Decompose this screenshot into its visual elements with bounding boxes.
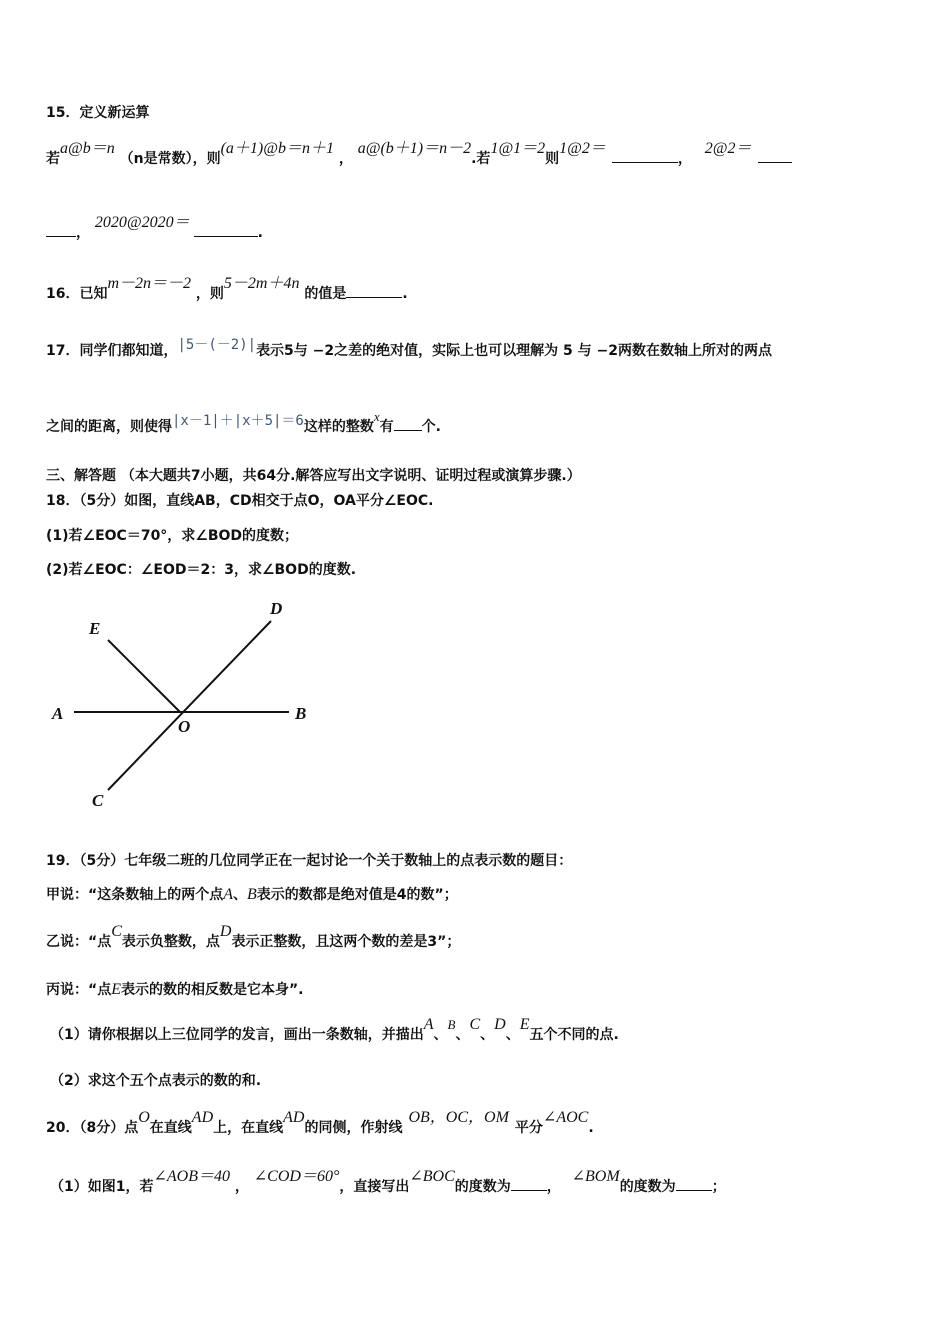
q20-text: 在直线	[149, 1120, 192, 1136]
q19-text: 、	[455, 1027, 470, 1043]
q19-point: C	[111, 923, 122, 940]
q19-point: B	[447, 1017, 456, 1032]
q15-text: .	[257, 225, 263, 241]
q17-formula-image: |x－1|＋|x＋5|＝6	[172, 413, 304, 429]
label-a: A	[52, 704, 64, 723]
label-o: O	[178, 717, 191, 736]
q17-text: 个.	[421, 419, 441, 435]
q15-text: ，	[76, 225, 90, 241]
q19-stem: 19．（5分）七年级二班的几位同学正在一起讨论一个关于数轴上的点表示数的题目：	[46, 853, 573, 869]
q19-text: 、	[480, 1027, 495, 1043]
q15-formula: a@(b＋1)＝n－2	[357, 140, 472, 157]
q19-point: C	[469, 1016, 481, 1033]
q15-text: ，	[677, 151, 692, 167]
q19-text: 丙说：“点	[46, 982, 112, 998]
q15-formula: 1@2＝	[559, 140, 606, 157]
q15-formula: 2@2＝	[704, 140, 752, 157]
q19-jia	[46, 885, 458, 905]
q20-text: .	[588, 1120, 594, 1136]
q19-point: A	[423, 1016, 434, 1033]
q19-text: 、	[505, 1027, 520, 1043]
q19-yi	[46, 923, 461, 952]
ray-oe	[108, 640, 180, 712]
q15-formula: (a＋1)@b＝n＋1	[220, 140, 334, 157]
q19-part2: （2）求这个五个点表示的数的和.	[50, 1073, 262, 1089]
q20-formula: OB，OC，OM	[408, 1109, 509, 1126]
q18-stem: 18．（5分）如图，直线AB，CD相交于点O，OA平分∠EOC.	[46, 493, 434, 509]
q20-formula: ∠BOC	[409, 1168, 455, 1185]
q15-text: ，	[338, 151, 353, 167]
q19-text: 五个不同的点.	[529, 1027, 619, 1043]
q15-text: 若	[46, 151, 60, 167]
q19-point: E	[111, 981, 121, 998]
label-d: D	[270, 599, 283, 618]
q16-formula: m－2n＝－2	[107, 275, 192, 292]
q19-point: A	[223, 886, 233, 903]
q20-formula: AD	[283, 1109, 305, 1126]
label-e: E	[89, 619, 101, 638]
q16-text: .	[402, 286, 408, 302]
q20-text: 平分	[514, 1120, 543, 1136]
q19-point: D	[494, 1016, 506, 1033]
q20-stem	[46, 1109, 594, 1138]
label-b: B	[295, 704, 307, 723]
q17-formula-image: |5－(－2)|	[177, 337, 257, 353]
answer-blank[interactable]	[676, 1176, 712, 1191]
q15-text: .若	[471, 151, 491, 167]
q20-formula: AD	[191, 1109, 214, 1126]
q19-text: 、	[433, 1027, 448, 1043]
q17-formula: x	[373, 409, 380, 424]
q20-text: 20．（8分）点	[46, 1120, 139, 1136]
q20-text: ；	[711, 1179, 726, 1195]
q16-text: 16．已知	[46, 286, 108, 302]
q18-part2: (2)若∠EOC：∠EOD＝2：3，求∠BOD的度数.	[46, 562, 357, 578]
q19-text: 表示的数都是绝对值是4的数”；	[256, 887, 458, 903]
q20-text: 的同侧，作射线	[304, 1120, 403, 1136]
q19-text: 表示负整数，点	[121, 934, 220, 950]
q20-part1	[50, 1168, 726, 1197]
q20-text: ，	[546, 1179, 561, 1195]
q20-text: ，	[234, 1179, 249, 1195]
q20-text: （1）如图1，若	[50, 1179, 154, 1195]
q20-text: 上，在直线	[213, 1120, 284, 1136]
q17-text: 有	[379, 419, 394, 435]
q16-formula: 5－2m＋4n	[223, 275, 300, 292]
q19-text: 、	[232, 887, 247, 903]
answer-blank[interactable]	[511, 1176, 547, 1191]
q15-formula: 1@1＝2	[490, 140, 546, 157]
q17-text: 这样的整数	[303, 419, 374, 435]
q17-text: 之间的距离，则使得	[46, 419, 172, 435]
q20-text: 的度数为	[454, 1179, 511, 1195]
q19-text: （1）请你根据以上三位同学的发言，画出一条数轴，并描出	[50, 1027, 424, 1043]
q19-point: E	[519, 1016, 530, 1033]
section-heading: 三、解答题 （本大题共7小题，共64分.解答应写出文字说明、证明过程或演算步骤.）	[46, 468, 581, 484]
q16-text: 的值是	[304, 286, 347, 302]
q20-formula: ∠BOM	[571, 1168, 620, 1185]
q20-formula: ∠AOB＝40	[153, 1168, 230, 1185]
label-c: C	[92, 791, 104, 810]
q20-formula: ∠AOC	[542, 1109, 589, 1126]
q15-title: 15．定义新运算	[46, 105, 150, 121]
q19-bing	[46, 980, 304, 1000]
q19-text: 甲说：“这条数轴上的两个点	[46, 887, 224, 903]
q15-formula: 2020@2020＝	[94, 214, 190, 231]
q18-part1: (1)若∠EOC＝70°，求∠BOD的度数；	[46, 528, 299, 544]
q19-part1	[50, 1016, 619, 1045]
q20-text: 的度数为	[619, 1179, 676, 1195]
line-cd	[108, 621, 271, 790]
q17-text: 17．同学们都知道，	[46, 343, 178, 359]
q16-text: ，则	[195, 286, 224, 302]
q15-formula: a@b＝n	[60, 140, 115, 157]
q15-text: （n是常数），则	[119, 151, 221, 167]
q19-text: 乙说：“点	[46, 934, 112, 950]
q15-text: 则	[545, 151, 560, 167]
q20-formula: ∠COD＝60°	[253, 1168, 340, 1185]
q19-text: 表示的数的相反数是它本身”.	[120, 982, 304, 998]
q19-text: 表示正整数，且这两个数的差是3”；	[231, 934, 461, 950]
q20-formula: O	[138, 1109, 150, 1126]
q17-text: 表示5与 −2之差的绝对值，实际上也可以理解为 5 与 −2两数在数轴上所对的两点	[256, 343, 772, 359]
q20-text: ，直接写出	[339, 1179, 410, 1195]
q19-point: D	[219, 923, 232, 940]
q19-point: B	[246, 886, 257, 903]
